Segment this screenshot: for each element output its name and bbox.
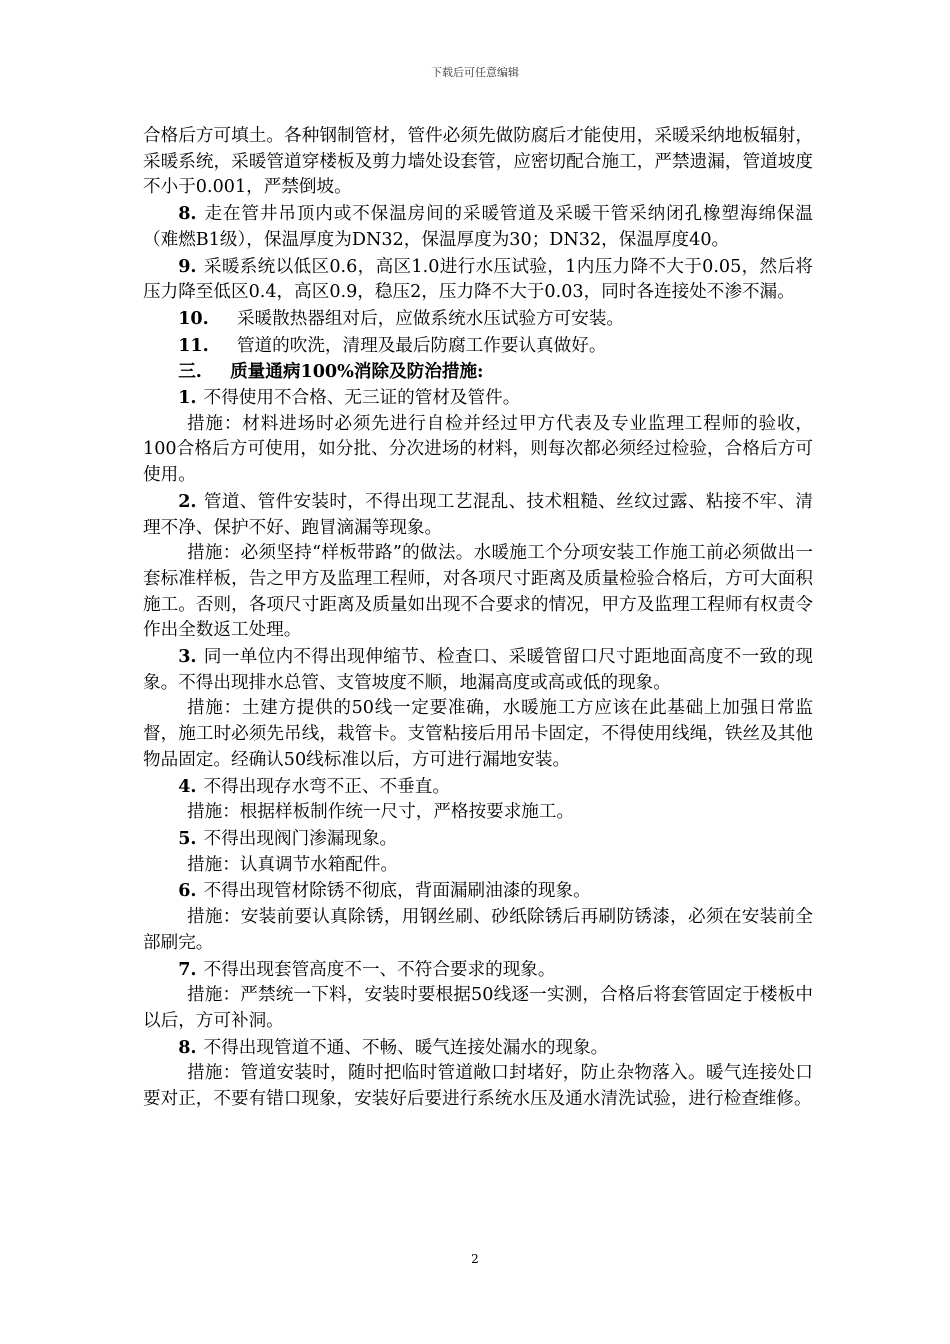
numbered-item xyxy=(143,644,813,696)
paragraph-text: 同一单位内不得出现伸缩节、检查口、采暖管留口尺寸距地面高度不一致的现象。不得出现排水总管、支管坡度不顺，地漏高度或高或低的现象。 xyxy=(143,647,813,693)
paragraph-text: 措施：根据样板制作统一尺寸，严格按要求施工。 xyxy=(187,802,575,823)
numbered-item xyxy=(143,254,813,306)
numbered-item xyxy=(143,489,813,541)
measure-paragraph xyxy=(143,412,813,489)
page-number: 2 xyxy=(471,1252,479,1266)
paragraph-text: 不得使用不合格、无三证的管材及管件。 xyxy=(203,388,521,409)
item-number: 1. xyxy=(178,387,197,409)
item-number: 3. xyxy=(178,646,197,668)
paragraph-text: 措施：认真调节水箱配件。 xyxy=(187,854,399,875)
item-number: 2. xyxy=(178,490,197,512)
paragraph-text: 措施：材料进场时必须先进行自检并经过甲方代表及专业监理工程师的验收，100合格后方可使用，如分批、分次进场的材料，则每次都必须经过检验，合格后方可使用。 xyxy=(143,413,813,486)
measure-paragraph xyxy=(143,853,813,879)
paragraph-text: 走在管井吊顶内或不保温房间的采暖管道及采暖干管采纳闭孔橡塑海绵保温（难燃B1级），保温厚度为DN32，保温厚度为30；DN32，保温厚度40。 xyxy=(143,204,813,250)
measure-paragraph xyxy=(143,905,813,956)
item-number: 10. xyxy=(178,307,209,329)
paragraph-text: 措施：管道安装时，随时把临时管道敞口封堵好，防止杂物落入。暖气连接处口要对正，不要有错口现象，安装好后要进行系统水压及通水清洗试验，进行检查维修。 xyxy=(143,1063,813,1110)
item-number: 8. xyxy=(178,203,197,225)
page-header: 下载后可任意编辑 xyxy=(431,66,519,79)
item-number: 4. xyxy=(178,775,197,797)
numbered-item xyxy=(143,878,813,905)
paragraph-text: 采暖系统以低区0.6，高区1.0进行水压试验，1内压力降不大于0.05，然后将压力降至低区0.4，高区0.9，稳压2，压力降不大于0.03，同时各连接处不渗不漏。 xyxy=(143,256,813,303)
paragraph-text: 质量通病100%消除及防治措施: xyxy=(230,361,484,383)
numbered-item xyxy=(143,1035,813,1062)
paragraph-text: 管道、管件安装时，不得出现工艺混乱、技术粗糙、丝纹过露、粘接不牢、清理不净、保护不好、跑冒滴漏等现象。 xyxy=(143,491,813,538)
item-number: 三. xyxy=(178,361,202,383)
paragraph-text: 不得出现管道不通、不畅、暖气连接处漏水的现象。 xyxy=(203,1037,609,1058)
item-number: 6. xyxy=(178,880,197,902)
measure-paragraph xyxy=(143,1061,813,1112)
numbered-item xyxy=(143,826,813,853)
measure-paragraph xyxy=(143,983,813,1034)
paragraph-text: 不得出现管材除锈不彻底，背面漏刷油漆的现象。 xyxy=(203,881,591,902)
numbered-item xyxy=(143,333,813,360)
item-number: 11. xyxy=(178,334,209,356)
numbered-item xyxy=(143,201,813,253)
section-heading xyxy=(143,359,813,385)
numbered-item xyxy=(143,957,813,984)
paragraph-text: 不得出现存水弯不正、不垂直。 xyxy=(203,776,450,797)
paragraph-text: 采暖散热器组对后，应做系统水压试验方可安装。 xyxy=(236,308,625,329)
paragraph-text: 措施：严禁统一下料，安装时要根据50线逐一实测，合格后将套管固定于楼板中以后，方可补洞。 xyxy=(143,985,813,1031)
paragraph-text: 不得出现阀门渗漏现象。 xyxy=(203,828,398,849)
item-number: 9. xyxy=(178,255,197,277)
measure-paragraph xyxy=(143,800,813,826)
measure-paragraph xyxy=(143,541,813,644)
paragraph-text: 合格后方可填土。各种钢制管材，管件必须先做防腐后才能使用，采暖采纳地板辐射，采暖系统，采暖管道穿楼板及剪力墙处设套管，应密切配合施工，严禁遗漏，管道坡度不小于0.001，严禁倒坡。 xyxy=(143,126,813,198)
document-body xyxy=(143,124,813,1113)
paragraph-text: 措施：安装前要认真除锈，用钢丝刷、砂纸除锈后再刷防锈漆，必须在安装前全部刷完。 xyxy=(143,907,813,953)
paragraph-text: 不得出现套管高度不一、不符合要求的现象。 xyxy=(203,959,556,980)
paragraph-text: 措施：土建方提供的50线一定要准确，水暖施工方应该在此基础上加强日常监督，施工时必须先吊线，栽管卡。支管粘接后用吊卡固定，不得使用线绳，铁丝及其他物品固定。经确认50线标准以后，方可进行漏地安装。 xyxy=(143,698,813,770)
item-number: 7. xyxy=(178,958,197,980)
item-number: 8. xyxy=(178,1036,197,1058)
numbered-item xyxy=(143,774,813,801)
numbered-item xyxy=(143,306,813,333)
paragraph-text: 措施：必须坚持“样板带路”的做法。水暖施工个分项安装工作施工前必须做出一套标准样板，告之甲方及监理工程师，对各项尺寸距离及质量检验合格后，方可大面积施工。否则，各项尺寸距离及质量如出现不合要求的情况，甲方及监理工程师有权责令作出全数返工处理。 xyxy=(143,543,813,641)
item-number: 5. xyxy=(178,827,197,849)
paragraph-text: 管道的吹洗，清理及最后防腐工作要认真做好。 xyxy=(236,335,607,356)
numbered-item xyxy=(143,385,813,412)
paragraph-continuation xyxy=(143,124,813,201)
measure-paragraph xyxy=(143,696,813,773)
